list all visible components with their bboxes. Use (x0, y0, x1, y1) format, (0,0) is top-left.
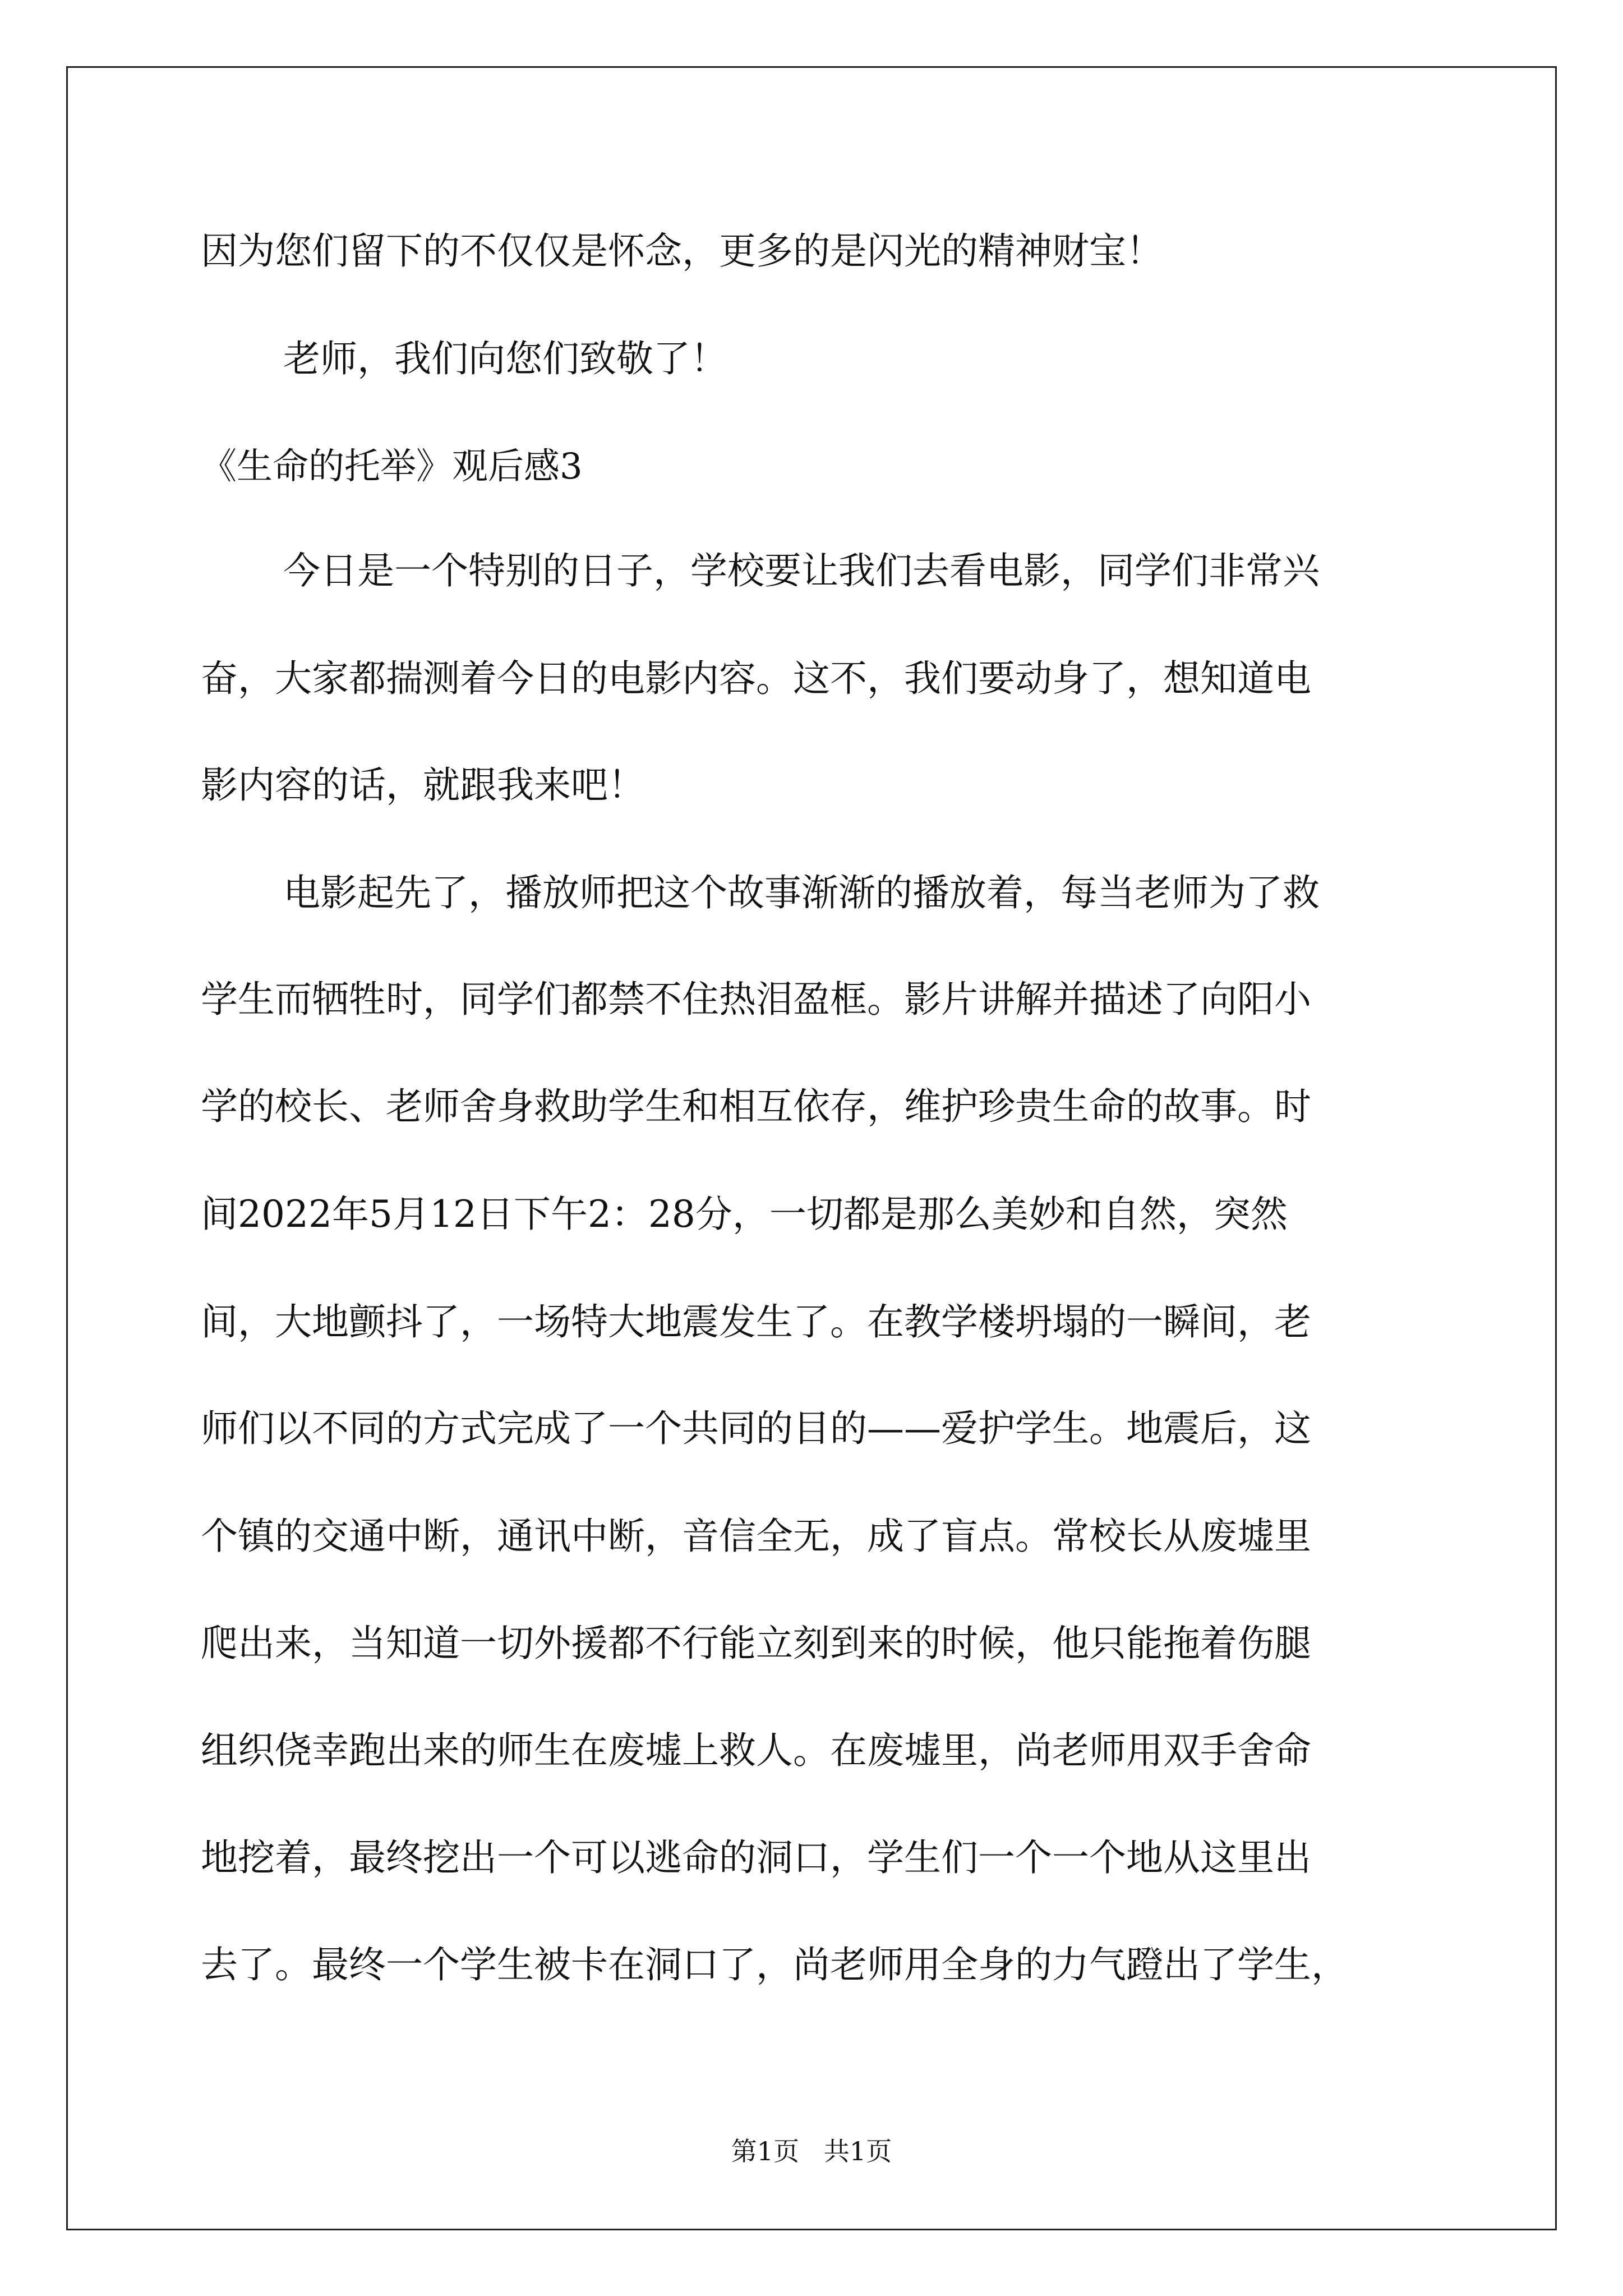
body-line-16: 地挖着，最终挖出一个可以逃命的洞口，学生们一个一个地从这里出 (201, 1836, 1311, 1879)
body-line-17: 去了。最终一个学生被卡在洞口了，尚老师用全身的力气蹬出了学生， (201, 1943, 1348, 1986)
page-border (66, 66, 1557, 2230)
body-line-15: 组织侥幸跑出来的师生在废墟上救人。在废墟里，尚老师用双手舍命 (201, 1729, 1311, 1772)
body-line-5: 奋，大家都揣测着今日的电影内容。这不，我们要动身了，想知道电 (201, 657, 1311, 700)
body-line-13: 个镇的交通中断，通讯中断，音信全无，成了盲点。常校长从废墟里 (201, 1515, 1311, 1558)
body-line-2: 老师，我们向您们致敬了！ (283, 337, 727, 380)
body-line-4: 今日是一个特别的日子，学校要让我们去看电影，同学们非常兴 (283, 549, 1320, 592)
body-line-8: 学生而牺牲时，同学们都禁不住热泪盈框。影片讲解并描述了向阳小 (201, 978, 1311, 1021)
section-heading: 《生命的托举》观后感3 (201, 446, 583, 487)
body-line-9: 学的校长、老师舍身救助学生和相互依存，维护珍贵生命的故事。时 (201, 1085, 1311, 1128)
body-line-7: 电影起先了，播放师把这个故事渐渐的播放着，每当老师为了救 (283, 871, 1320, 914)
page-footer: 第1页 共1页 (731, 2136, 892, 2166)
body-line-12: 师们以不同的方式完成了一个共同的目的——爱护学生。地震后，这 (201, 1407, 1311, 1450)
body-line-1: 因为您们留下的不仅仅是怀念，更多的是闪光的精神财宝！ (201, 229, 1163, 273)
body-line-14: 爬出来，当知道一切外援都不行能立刻到来的时候，他只能拖着伤腿 (201, 1622, 1311, 1665)
body-line-10: 间2022年5月12日下午2：28分，一切都是那么美妙和自然，突然 (201, 1193, 1288, 1236)
body-line-11: 间，大地颤抖了，一场特大地震发生了。在教学楼坍塌的一瞬间，老 (201, 1300, 1311, 1343)
body-line-6: 影内容的话，就跟我来吧！ (201, 763, 645, 807)
